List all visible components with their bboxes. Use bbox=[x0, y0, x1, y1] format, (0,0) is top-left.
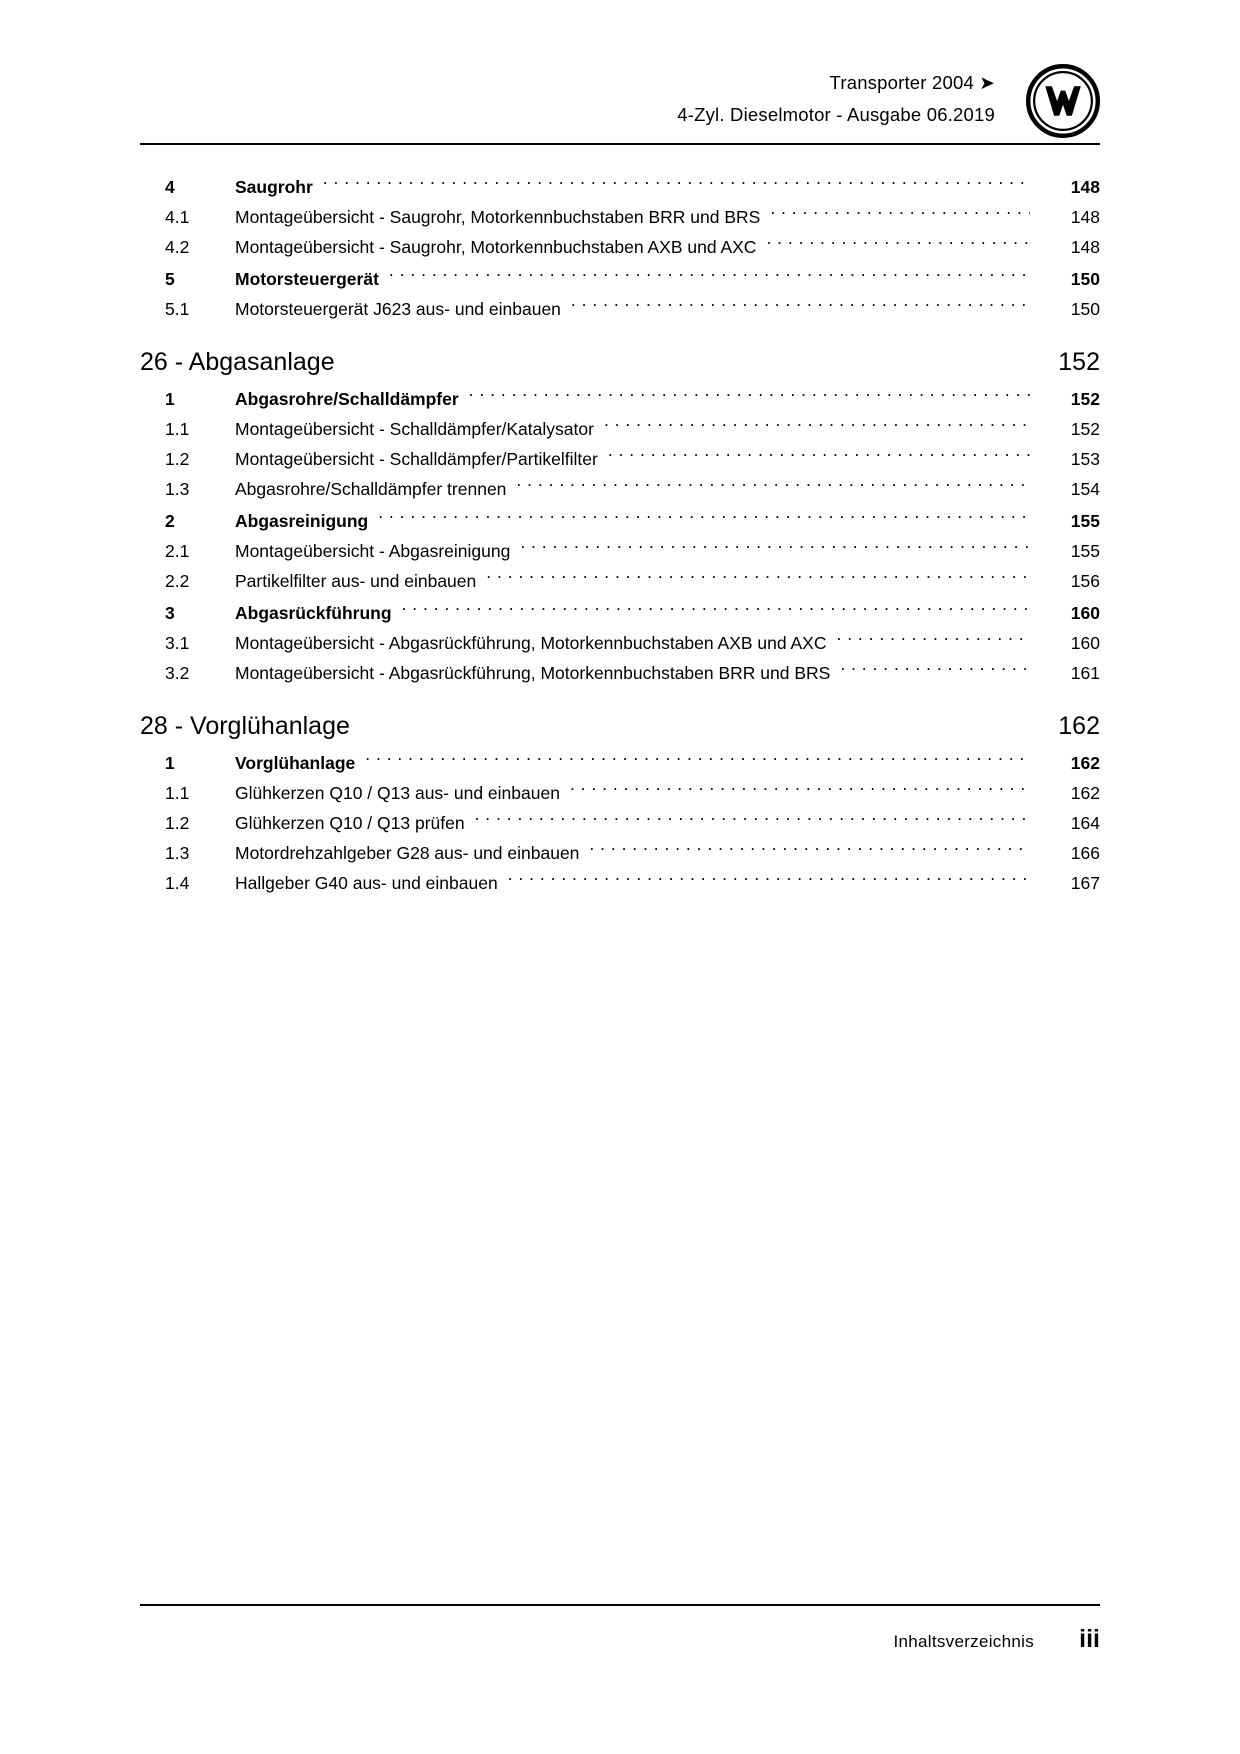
toc-page: 164 bbox=[1070, 813, 1100, 833]
toc-entry[interactable] bbox=[140, 566, 1100, 596]
footer-section-label: Inhaltsverzeichnis bbox=[893, 1632, 1034, 1651]
toc-page: 166 bbox=[1070, 843, 1100, 863]
toc-label: Montageübersicht - Schalldämpfer/Partikelfilter bbox=[235, 449, 598, 469]
toc-page: 162 bbox=[1070, 753, 1100, 773]
header-edition-subtitle: 4-Zyl. Dieselmotor - Ausgabe 06.2019 bbox=[677, 104, 995, 125]
toc-leader bbox=[571, 299, 1030, 315]
header-text-block bbox=[677, 70, 995, 128]
toc-leader bbox=[589, 843, 1030, 859]
toc-page: 167 bbox=[1070, 873, 1100, 893]
toc-leader bbox=[570, 783, 1030, 799]
toc-label: Partikelfilter aus- und einbauen bbox=[235, 571, 477, 591]
toc-page: 148 bbox=[1070, 237, 1100, 257]
toc-page: 154 bbox=[1070, 479, 1100, 499]
toc-page: 160 bbox=[1070, 603, 1100, 623]
toc-entry[interactable] bbox=[140, 414, 1100, 444]
toc-label: Montageübersicht - Abgasrückführung, Motorkennbuchstaben BRR und BRS bbox=[235, 663, 831, 683]
toc-label: Montageübersicht - Abgasrückführung, Motorkennbuchstaben AXB und AXC bbox=[235, 633, 827, 653]
toc-number: 3.2 bbox=[165, 663, 190, 683]
toc-label: Motorsteuergerät J623 aus- und einbauen bbox=[235, 299, 561, 319]
toc-entry[interactable] bbox=[140, 628, 1100, 658]
toc-page: 152 bbox=[1070, 389, 1100, 409]
toc-label: Montageübersicht - Saugrohr, Motorkennbuchstaben AXB und AXC bbox=[235, 237, 757, 257]
toc-number: 5 bbox=[165, 269, 175, 289]
toc-label: Abgasrohre/Schalldämpfer trennen bbox=[235, 479, 507, 499]
toc-number: 1.1 bbox=[165, 783, 190, 803]
toc-leader bbox=[516, 479, 1030, 495]
toc-leader bbox=[770, 207, 1030, 223]
toc-page: 155 bbox=[1070, 511, 1100, 531]
toc-chapter-label: 26 - Abgasanlage bbox=[140, 348, 335, 376]
toc-leader bbox=[475, 813, 1030, 829]
toc-label: Montageübersicht - Saugrohr, Motorkennbuchstaben BRR und BRS bbox=[235, 207, 761, 227]
toc-number: 1 bbox=[165, 753, 175, 773]
toc-number: 1.1 bbox=[165, 419, 190, 439]
page-header bbox=[140, 70, 1100, 145]
toc-page: 148 bbox=[1070, 207, 1100, 227]
toc-number: 3 bbox=[165, 603, 175, 623]
toc-page: 156 bbox=[1070, 571, 1100, 591]
toc-leader bbox=[508, 873, 1030, 889]
toc-number: 1.2 bbox=[165, 813, 190, 833]
toc-entry[interactable] bbox=[140, 536, 1100, 566]
toc-leader bbox=[360, 718, 1030, 734]
toc-entry[interactable] bbox=[140, 444, 1100, 474]
header-model-title: Transporter 2004 ➤ bbox=[829, 72, 995, 93]
toc-entry[interactable] bbox=[140, 868, 1100, 898]
toc-number: 2.1 bbox=[165, 541, 190, 561]
toc-entry[interactable] bbox=[140, 172, 1100, 202]
header-divider bbox=[140, 143, 1100, 145]
toc-label: Abgasrohre/Schalldämpfer bbox=[235, 389, 459, 409]
toc-number: 4.2 bbox=[165, 237, 190, 257]
toc-leader bbox=[323, 177, 1030, 193]
toc-entry[interactable] bbox=[140, 384, 1100, 414]
toc-number: 1.3 bbox=[165, 479, 190, 499]
toc-leader bbox=[520, 541, 1030, 557]
toc-leader bbox=[389, 269, 1030, 285]
toc-number: 2 bbox=[165, 511, 175, 531]
toc-leader bbox=[402, 603, 1030, 619]
toc-entry[interactable] bbox=[140, 838, 1100, 868]
toc-entry[interactable] bbox=[140, 232, 1100, 262]
toc-page: 153 bbox=[1070, 449, 1100, 469]
toc-label: Vorglühanlage bbox=[235, 753, 356, 773]
toc-label: Abgasrückführung bbox=[235, 603, 392, 623]
toc-label: Montageübersicht - Schalldämpfer/Katalysator bbox=[235, 419, 594, 439]
toc-label: Motorsteuergerät bbox=[235, 269, 379, 289]
footer-divider bbox=[140, 1604, 1100, 1606]
toc-number: 1.3 bbox=[165, 843, 190, 863]
toc-leader bbox=[345, 354, 1030, 370]
toc-leader bbox=[486, 571, 1030, 587]
toc-number: 1 bbox=[165, 389, 175, 409]
toc-number: 4.1 bbox=[165, 207, 190, 227]
toc-number: 1.4 bbox=[165, 873, 190, 893]
toc-leader bbox=[469, 389, 1030, 405]
toc-page: 162 bbox=[1058, 712, 1100, 740]
toc-leader bbox=[604, 419, 1030, 435]
toc-entry[interactable] bbox=[140, 506, 1100, 536]
toc-label: Motordrehzahlgeber G28 aus- und einbauen bbox=[235, 843, 580, 863]
toc-leader bbox=[766, 237, 1030, 253]
toc-chapter-label: 28 - Vorglühanlage bbox=[140, 712, 350, 740]
toc-page: 152 bbox=[1058, 348, 1100, 376]
toc-label: Glühkerzen Q10 / Q13 prüfen bbox=[235, 813, 465, 833]
toc-entry[interactable] bbox=[140, 658, 1100, 688]
toc-entry[interactable] bbox=[140, 474, 1100, 504]
toc-leader bbox=[378, 511, 1030, 527]
toc-label: Glühkerzen Q10 / Q13 aus- und einbauen bbox=[235, 783, 560, 803]
toc-entry[interactable] bbox=[140, 294, 1100, 324]
toc-number: 1.2 bbox=[165, 449, 190, 469]
toc-leader bbox=[840, 663, 1030, 679]
table-of-contents bbox=[140, 172, 1100, 898]
toc-leader bbox=[608, 449, 1030, 465]
toc-page: 150 bbox=[1070, 299, 1100, 319]
toc-label: Hallgeber G40 aus- und einbauen bbox=[235, 873, 498, 893]
toc-label: Saugrohr bbox=[235, 177, 313, 197]
toc-number: 3.1 bbox=[165, 633, 190, 653]
toc-page: 152 bbox=[1070, 419, 1100, 439]
toc-entry[interactable] bbox=[140, 202, 1100, 232]
toc-label: Abgasreinigung bbox=[235, 511, 369, 531]
toc-label: Montageübersicht - Abgasreinigung bbox=[235, 541, 511, 561]
toc-chapter-entry[interactable] bbox=[140, 704, 1100, 748]
toc-entry[interactable] bbox=[140, 748, 1100, 778]
vw-logo-icon bbox=[1026, 64, 1100, 138]
toc-leader bbox=[836, 633, 1030, 649]
toc-entry[interactable] bbox=[140, 598, 1100, 628]
toc-page: 150 bbox=[1070, 269, 1100, 289]
toc-entry[interactable] bbox=[140, 264, 1100, 294]
page-footer bbox=[140, 1625, 1100, 1654]
toc-page: 155 bbox=[1070, 541, 1100, 561]
toc-page: 160 bbox=[1070, 633, 1100, 653]
toc-page: 162 bbox=[1070, 783, 1100, 803]
footer-page-number: iii bbox=[1079, 1625, 1100, 1653]
toc-entry[interactable] bbox=[140, 778, 1100, 808]
toc-entry[interactable] bbox=[140, 808, 1100, 838]
toc-number: 2.2 bbox=[165, 571, 190, 591]
toc-chapter-entry[interactable] bbox=[140, 340, 1100, 384]
toc-number: 5.1 bbox=[165, 299, 190, 319]
toc-page: 161 bbox=[1070, 663, 1100, 683]
toc-page: 148 bbox=[1070, 177, 1100, 197]
toc-leader bbox=[365, 753, 1030, 769]
toc-number: 4 bbox=[165, 177, 175, 197]
